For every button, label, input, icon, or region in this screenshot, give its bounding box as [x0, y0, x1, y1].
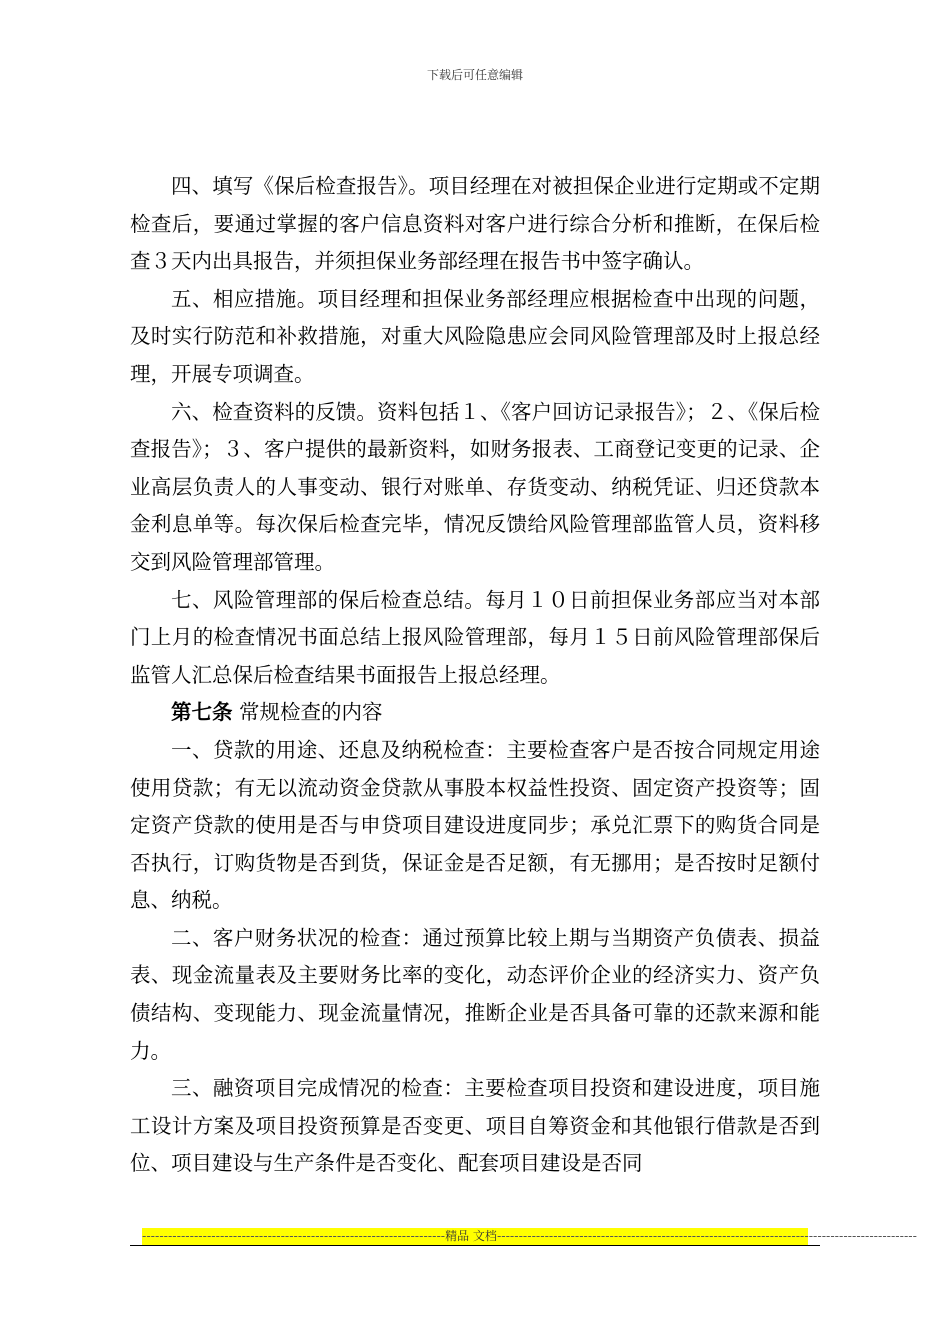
document-body	[130, 168, 820, 1183]
footer-text: 精品 文档	[445, 1229, 497, 1243]
article-label: 第七条	[171, 700, 233, 725]
paragraph-article7-1: 一、贷款的用途、还息及纳税检查：主要检查客户是否按合同规定用途使用贷款；有无以流动资金贷款从事股本权益性投资、固定资产投资等；固定资产贷款的使用是否与申贷项目建设进度同步；承兑汇票下的购货合同是否执行，订购货物是否到货，保证金是否足额，有无挪用；是否按时足额付息、纳税。	[130, 737, 820, 913]
paragraph-article7-2: 二、客户财务状况的检查：通过预算比较上期与当期资产负债表、损益表、现金流量表及主要财务比率的变化，动态评价企业的经济实力、资产负债结构、变现能力、现金流量情况，推断企业是否具备可靠的还款来源和能力。	[130, 925, 820, 1063]
paragraph-article7-3: 三、融资项目完成情况的检查：主要检查项目投资和建设进度，项目施工设计方案及项目投资预算是否变更、项目自筹资金和其他银行借款是否到位、项目建设与生产条件是否变化、配套项目建设是否同	[130, 1076, 820, 1176]
article-title: 常规检查的内容	[239, 700, 383, 725]
article-heading	[130, 694, 820, 732]
footer-rule	[130, 1245, 820, 1246]
paragraph-5: 五、相应措施。项目经理和担保业务部经理应根据检查中出现的问题，及时实行防范和补救措施，对重大风险隐患应会同风险管理部及时上报总经理，开展专项调查。	[130, 286, 820, 386]
paragraph-7: 七、风险管理部的保后检查总结。每月１０日前担保业务部应当对本部门上月的检查情况书面总结上报风险管理部，每月１５日前风险管理部保后监管人汇总保后检查结果书面报告上报总经理。	[130, 587, 820, 687]
paragraph-6: 六、检查资料的反馈。资料包括１、《客户回访记录报告》；２、《保后检查报告》；３、客户提供的最新资料，如财务报表、工商登记变更的记录、企业高层负责人的人事变动、银行对账单、存货变动、纳税凭证、归还贷款本金利息单等。每次保后检查完毕，情况反馈给风险管理部监管人员，资料移交到风险管理部管理。	[130, 399, 820, 574]
footer-dashes-left: ----------------------------------------------------------------------	[142, 1229, 446, 1243]
page-header: 下载后可任意编辑	[426, 68, 523, 82]
footer-banner	[142, 1228, 917, 1245]
paragraph-4: 四、填写《保后检查报告》。项目经理在对被担保企业进行定期或不定期检查后，要通过掌握的客户信息资料对客户进行综合分析和推断，在保后检查３天内出具报告，并须担保业务部经理在报告书中签字确认。	[130, 174, 820, 274]
footer-dashes-right: -------------------------------------------------------------------------------------------------	[496, 1229, 917, 1243]
